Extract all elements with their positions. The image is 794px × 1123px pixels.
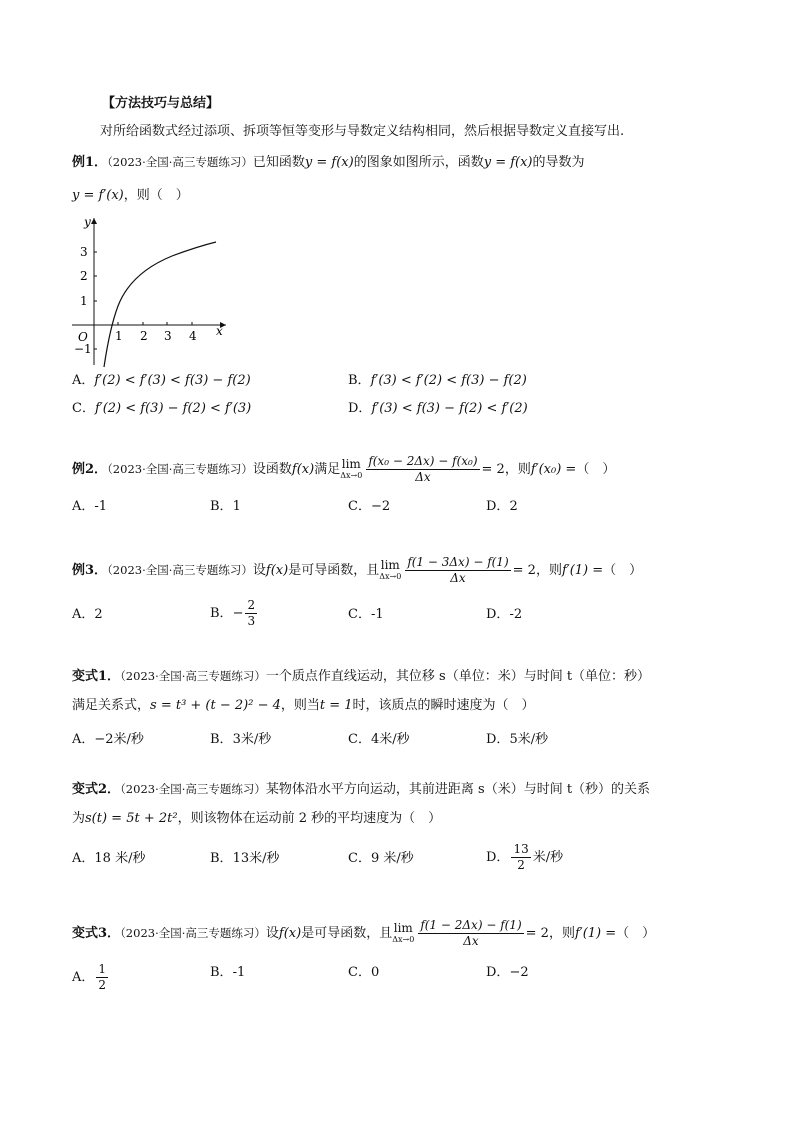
variant-1-option-c[interactable] [348,731,410,749]
limit-sub: Δx→0 [340,470,363,480]
option-letter: B． [348,373,371,388]
x-tick-label: 4 [189,329,197,343]
y-tick-label: 2 [80,269,88,283]
option-letter: D． [348,401,372,416]
text: 设 [252,563,266,578]
option-letter: D． [486,732,510,747]
option-text: −2 [509,965,529,980]
option-text: -1 [94,499,108,514]
option-text: -2 [509,607,523,622]
text: 的图象如图所示，函数 [353,155,484,170]
option-letter: C． [348,965,371,980]
math-formula: y = f(x) [483,155,533,170]
option-letter: A． [72,373,95,388]
example-2-option-a[interactable] [72,498,107,516]
math-formula: s = t³ + (t − 2)² − 4 [150,698,281,713]
example-3-stem: 例3．（2023·全国·高三专题练习）设f(x)是可导函数，且 lim Δx→0 $\frac{f(1 - 3\Delta x) - f(1)}{\Delta x}$ = 2，则f′(1) =（ ） [72,555,643,585]
text: ，则 [504,462,531,477]
text: ，则该物体在运动前 2 秒的平均速度为（ ） [177,811,442,826]
variant-1-option-a[interactable] [72,731,144,749]
variant-2-label: 变式2 [72,782,108,797]
option-letter: C． [348,499,371,514]
text: （ ） [603,563,643,578]
y-tick-label: −1 [74,342,92,356]
option-letter: A． [72,970,95,985]
math-formula: f(x) [291,462,315,477]
variant-1-stem-cont [72,697,535,715]
variant-2-option-d[interactable] [486,842,563,873]
fraction-numerator: 1 [98,962,107,976]
text: ，则 [548,926,575,941]
option-fraction [511,842,530,873]
option-text: −2米/秒 [94,732,144,747]
option-letter: B． [210,851,233,866]
y-tick-label: 3 [80,245,88,259]
variant-3-stem: 变式3．（2023·全国·高三专题练习）设f(x)是可导函数，且 lim Δx→0 $\frac{f(1 - 2\Delta x) - f(1)}{\Delta x}$ = 2，则f′(1) =（ ） [72,918,656,948]
example-3-option-d[interactable] [486,606,522,624]
example-3-option-b[interactable] [210,598,259,629]
variant-1-option-b[interactable] [210,731,271,749]
math-formula: f(x) [265,563,289,578]
example-2-stem: 例2．（2023·全国·高三专题练习）设函数f(x)满足 lim Δx→0 $\frac{\text{f(x₀ − 2Δx) − f(x₀)}}{\Delta x}$ = 2，则f′(x₀) =（ ） [72,454,616,484]
option-sign: − [232,606,244,621]
fraction-numerator: f(1 − 2Δx) − f(1) [420,918,522,932]
option-letter: D． [486,607,510,622]
fraction [418,918,523,949]
text: 设函数 [252,462,292,477]
example-2-label: 例2 [72,462,95,477]
fraction-denominator: 3 [247,614,256,628]
variant-3-label: 变式3 [72,926,108,941]
option-text: 9 米/秒 [370,851,414,866]
option-text: 18 米/秒 [94,851,146,866]
variant-2-stem-cont [72,810,441,828]
variant-3-option-c[interactable] [348,964,379,982]
limit [379,557,402,582]
x-axis-label: x [216,324,223,338]
text: 一个质点作直线运动，其位移 s（单位：米）与时间 t（单位：秒） [265,669,651,684]
option-text: −2 [370,499,391,514]
fraction-numerator: 2 [247,598,256,612]
text: （ ） [576,462,616,477]
text: 满足关系式， [72,698,151,713]
fraction-denominator: Δx [450,571,466,585]
variant-2-option-c[interactable] [348,850,414,868]
section-heading: 【方法技巧与总结】 [102,96,220,111]
option-letter: A． [72,851,95,866]
option-letter: C． [348,607,371,622]
math-formula: f′(1) = [574,926,617,941]
variant-2-option-b[interactable] [210,850,280,868]
fraction-numerator: f(1 − 3Δx) − f(1) [407,555,509,569]
variant-3-option-a[interactable] [72,962,110,993]
option-text: f′(2) < f′(3) < f(3) − f(2) [94,373,251,388]
variant-2-stem: 变式2．（2023·全国·高三专题练习）某物体沿水平方向运动，其前进距离 s（米）与时间 t（秒）的关系 [72,782,651,797]
option-unit: 米/秒 [532,850,564,865]
variant-2-option-a[interactable] [72,850,145,868]
example-3-source: （2023·全国·高三专题练习） [107,563,253,577]
variant-3-source: （2023·全国·高三专题练习） [120,926,266,940]
math-formula: f′(x₀) = [530,462,577,477]
option-text: -1 [370,607,384,622]
math-formula: y = f(x) [304,155,354,170]
math-formula: = 2 [512,563,536,578]
text: 某物体沿水平方向运动，其前进距离 s（米）与时间 t（秒）的关系 [265,782,651,797]
text: 时，该质点的瞬时速度为（ ） [352,698,535,713]
math-formula: y = f′(x) [72,188,124,203]
option-letter: D． [486,850,510,865]
math-formula: s(t) = 5t + 2t² [85,811,178,826]
option-letter: D． [486,499,510,514]
text: 为 [72,811,86,826]
fraction-denominator: Δx [415,470,431,484]
option-letter: A． [72,499,95,514]
example-1-option-a[interactable] [72,372,251,390]
text: ，则当 [280,698,320,713]
option-fraction [245,598,257,629]
limit [340,456,363,481]
limit-sub: Δx→0 [392,934,415,944]
text: 是可导函数，且 [301,926,393,941]
option-letter: C． [72,401,95,416]
math-formula: = 2 [525,926,549,941]
option-letter: B． [210,965,233,980]
text: ，则 [535,563,562,578]
math-formula: t = 1 [319,698,353,713]
fraction-denominator: 2 [98,978,107,992]
function-graph [66,210,236,370]
example-2-option-d[interactable] [486,498,518,516]
variant-3-option-d[interactable] [486,964,529,982]
example-3-option-c[interactable] [348,606,384,624]
y-tick-label: 1 [80,294,88,308]
variant-2-source: （2023·全国·高三专题练习） [120,782,266,796]
math-formula: f′(1) = [561,563,604,578]
option-letter: C． [348,732,371,747]
variant-3-option-b[interactable] [210,964,245,982]
example-2-option-c[interactable] [348,498,390,516]
option-letter: A． [72,607,95,622]
option-text: 2 [94,607,103,622]
math-formula: = 2 [481,462,505,477]
example-2-source: （2023·全国·高三专题练习） [107,462,253,476]
option-letter: B． [210,499,233,514]
variant-1-option-d[interactable] [486,731,548,749]
text: 的导数为 [532,155,585,170]
option-text: 1 [232,499,241,514]
example-1-source: （2023·全国·高三专题练习） [107,155,253,169]
example-1-stem-cont [72,187,189,205]
fraction-denominator: 2 [517,858,525,872]
example-1-label: 例1 [72,155,95,170]
x-tick-label: 2 [140,329,148,343]
option-letter: D． [486,965,510,980]
example-1-option-c[interactable] [72,400,251,418]
example-1-option-d[interactable] [348,400,528,418]
fraction [366,454,479,485]
x-tick-label: 1 [115,329,123,343]
x-tick-label: 3 [164,329,172,343]
fraction-numerator: f(x₀ − 2Δx) − f(x₀) [368,454,478,468]
option-text: 4米/秒 [370,732,410,747]
math-formula: f(x) [278,926,302,941]
option-text: f′(2) < f(3) − f(2) < f′(3) [94,401,252,416]
fraction [405,555,510,586]
limit-word: lim [341,456,361,471]
variant-1-source: （2023·全国·高三专题练习） [120,669,266,683]
option-text: f′(3) < f′(2) < f(3) − f(2) [370,373,527,388]
example-1-option-b[interactable] [348,372,527,390]
limit-sub: Δx→0 [379,571,402,581]
option-text: 0 [370,965,380,980]
example-3-label: 例3 [72,563,95,578]
limit [392,920,415,945]
option-letter: C． [348,851,371,866]
text: ，则（ ） [123,188,189,203]
text: 是可导函数，且 [288,563,380,578]
section-summary: 对所给函数式经过添项、拆项等恒等变形与导数定义结构相同，然后根据导数定义直接写出. [100,124,625,139]
option-text: f′(3) < f(3) − f(2) < f′(2) [371,401,528,416]
text: 设 [265,926,279,941]
option-text: 2 [509,499,518,514]
option-letter: A． [72,732,95,747]
function-curve [104,242,216,367]
example-3-option-a[interactable] [72,606,103,624]
option-fraction [96,962,108,993]
option-text: 5米/秒 [509,732,549,747]
variant-1-stem: 变式1．（2023·全国·高三专题练习）一个质点作直线运动，其位移 s（单位：米）与时间 t（单位：秒） [72,669,651,684]
y-axis-label: y [84,215,91,229]
variant-1-label: 变式1 [72,669,108,684]
fraction-denominator: Δx [463,934,479,948]
example-1-stem: 例1．（2023·全国·高三专题练习）已知函数y = f(x)的图象如图所示，函数y = f(x)的导数为 [72,155,585,170]
option-letter: B． [210,732,233,747]
origin-label: O [78,330,88,344]
option-text: 13米/秒 [232,851,280,866]
option-text: -1 [232,965,246,980]
fraction-numerator: 13 [513,842,529,856]
limit-word: lim [393,920,413,935]
text: 满足 [314,462,341,477]
text: 已知函数 [252,155,305,170]
example-2-option-b[interactable] [210,498,241,516]
option-letter: B． [210,606,233,621]
option-text: 3米/秒 [232,732,272,747]
text: （ ） [616,926,656,941]
limit-word: lim [380,557,400,572]
